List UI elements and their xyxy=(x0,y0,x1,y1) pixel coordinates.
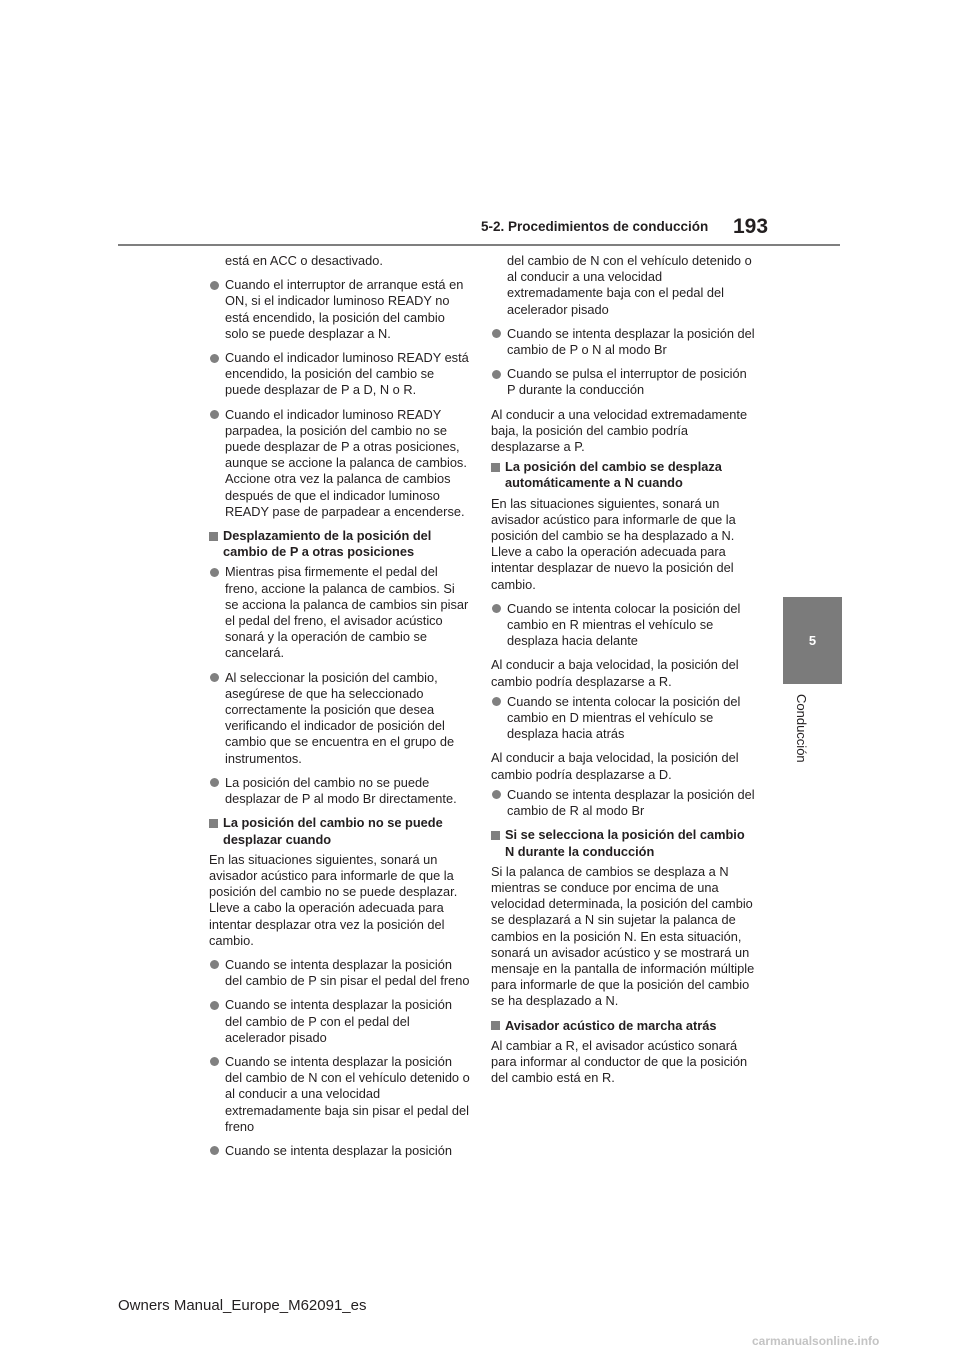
paragraph: Al conducir a baja velocidad, la posición del cambio podría desplazarse a D. xyxy=(491,750,739,782)
bullet-item: Cuando se pulsa el interruptor de posición P durante la conducción xyxy=(491,366,757,398)
paragraph: En las situaciones siguientes, sonará un avisador acústico para informarle de que la posición del cambio no se puede desplazar. Lleve a cabo la operación adecuada para intentar desplazar otra vez la posición del cambio. xyxy=(209,851,458,948)
chapter-tab[interactable] xyxy=(783,597,842,684)
bullet-item: Cuando se intenta desplazar la posición xyxy=(209,1143,471,1159)
bullet-item: Cuando se intenta desplazar la posición del cambio de P con el pedal del acelerador pisado xyxy=(209,997,471,1046)
bullet-item: La posición del cambio no se puede desplazar de P al modo Br directamente. xyxy=(209,775,471,807)
left-column xyxy=(209,253,471,1167)
watermark: carmanualsonline.info xyxy=(752,1334,880,1348)
bullet-item: Cuando se intenta desplazar la posición del cambio de N con el vehículo detenido o al conducir a una velocidad extremadamente baja sin pisar el pedal del freno xyxy=(209,1054,471,1135)
page-number: 193 xyxy=(733,215,769,238)
paragraph: Al conducir a una velocidad extremadamente baja, la posición del cambio podría desplazarse a P. xyxy=(491,406,748,455)
subsection-heading: Si se selecciona la posición del cambio N durante la conducción xyxy=(491,827,757,859)
header-divider xyxy=(118,244,840,246)
bullet-item: Cuando se intenta desplazar la posición del cambio de P o N al modo Br xyxy=(491,326,757,358)
bullet-item: Cuando se intenta desplazar la posición del cambio de P sin pisar el pedal del freno xyxy=(209,957,471,989)
footer-manual-name: Owners Manual_Europe_M62091_es xyxy=(118,1297,367,1314)
paragraph: En las situaciones siguientes, sonará un avisador acústico para informarle de que la posición del cambio se ha desplazado a N. Lleve a cabo la operación adecuada para intentar desplazar de nuevo la posición del cambio. xyxy=(491,495,736,592)
bullet-item: Mientras pisa firmemente el pedal del freno, accione la palanca de cambios. Si se acciona la palanca de cambios sin pisar el pedal del freno, el avisador acústico sonará y la operación de cambio se cancelará. xyxy=(209,564,471,661)
bullet-item: Cuando se intenta desplazar la posición del cambio de R al modo Br xyxy=(491,787,757,819)
bullet-item: Cuando el indicador luminoso READY está encendido, la posición del cambio se puede desplazar de P a D, N o R. xyxy=(209,350,471,399)
bullet-item: Cuando se intenta colocar la posición del cambio en D mientras el vehículo se desplaza hacia atrás xyxy=(491,694,757,743)
subsection-heading: La posición del cambio se desplaza automáticamente a N cuando xyxy=(491,459,757,491)
paragraph: Al cambiar a R, el avisador acústico sonará para informar al conductor de que la posición del cambio está en R. xyxy=(491,1037,748,1086)
section-title: 5-2. Procedimientos de conducción xyxy=(481,219,709,234)
subsection-heading: Desplazamiento de la posición del cambio de P a otras posiciones xyxy=(209,528,471,560)
paragraph: Si la palanca de cambios se desplaza a N mientras se conduce por encima de una velocidad determinada, la posición del cambio se desplazará a N sin sujetar la palanca de cambios en la posición N. En esta situación, sonará un avisador acústico y se mostrará un mensaje en la pantalla de información múltiple para informarle de que la posición del cambio se ha desplazado a N. xyxy=(491,863,755,1009)
subsection-heading: Avisador acústico de marcha atrás xyxy=(491,1018,757,1034)
bullet-item: Cuando se intenta colocar la posición del cambio en R mientras el vehículo se desplaza hacia delante xyxy=(491,601,757,650)
chapter-number: 5 xyxy=(808,633,817,648)
right-column xyxy=(491,253,757,1094)
chapter-title xyxy=(792,694,812,772)
bullet-continuation: está en ACC o desactivado. xyxy=(225,253,383,268)
bullet-continuation: del cambio de N con el vehículo detenido o al conducir a una velocidad extremadamente baja con el pedal del acelerador pisado xyxy=(507,253,752,317)
subsection-heading: La posición del cambio no se puede desplazar cuando xyxy=(209,815,471,847)
chapter-title-text: Conducción xyxy=(794,694,809,763)
bullet-item: Al seleccionar la posición del cambio, asegúrese de que ha seleccionado correctamente la posición que desea verificando el indicador de posición del cambio que se encuentra en el grupo de instrumentos. xyxy=(209,670,471,767)
bullet-item: Cuando el indicador luminoso READY parpadea, la posición del cambio no se puede desplazar de P a otras posiciones, aunque se accione la palanca de cambios. Accione otra vez la palanca de cambios después de que el indicador luminoso READY pase de parpadear a encenderse. xyxy=(209,407,471,520)
paragraph: Al conducir a baja velocidad, la posición del cambio podría desplazarse a R. xyxy=(491,657,739,689)
bullet-item: Cuando el interruptor de arranque está en ON, si el indicador luminoso READY no está encendido, la posición del cambio solo se puede desplazar a N. xyxy=(209,277,471,342)
